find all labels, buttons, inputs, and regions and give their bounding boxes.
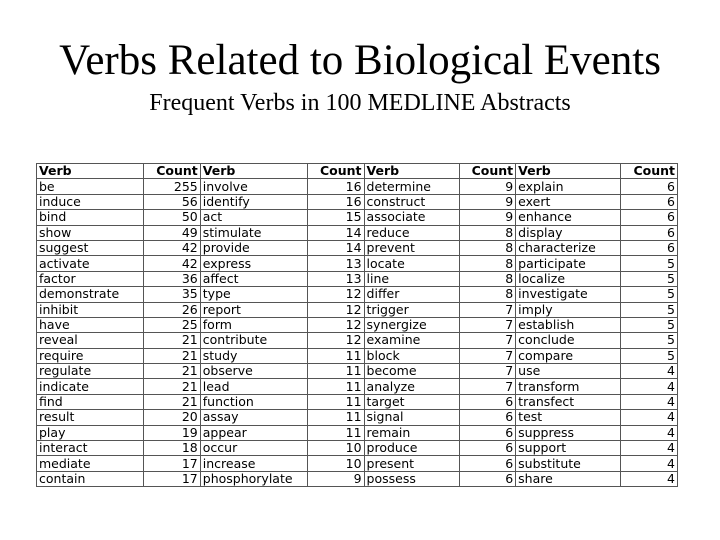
verb-cell: analyze [364, 379, 459, 394]
count-cell: 11 [307, 364, 364, 379]
verb-cell: provide [200, 240, 307, 255]
verb-cell: have [37, 317, 144, 332]
count-cell: 8 [459, 271, 516, 286]
count-cell: 255 [144, 179, 201, 194]
verb-cell: signal [364, 410, 459, 425]
verb-cell: suppress [516, 425, 621, 440]
count-cell: 35 [144, 287, 201, 302]
slide-subtitle: Frequent Verbs in 100 MEDLINE Abstracts [149, 90, 571, 116]
verb-cell: differ [364, 287, 459, 302]
verb-cell: share [516, 471, 621, 486]
table-header-row [37, 164, 678, 179]
count-cell: 17 [144, 471, 201, 486]
verb-cell: target [364, 394, 459, 409]
verb-cell: lead [200, 379, 307, 394]
count-cell: 4 [621, 456, 678, 471]
table-row [37, 425, 678, 440]
verb-cell: associate [364, 210, 459, 225]
count-cell: 36 [144, 271, 201, 286]
header-verb: Verb [200, 164, 307, 179]
table-row [37, 194, 678, 209]
count-cell: 11 [307, 425, 364, 440]
verb-cell: conclude [516, 333, 621, 348]
count-cell: 8 [459, 225, 516, 240]
count-cell: 26 [144, 302, 201, 317]
count-cell: 7 [459, 333, 516, 348]
verb-cell: show [37, 225, 144, 240]
table-row [37, 394, 678, 409]
header-verb: Verb [37, 164, 144, 179]
verb-cell: involve [200, 179, 307, 194]
verb-cell: explain [516, 179, 621, 194]
verb-cell: require [37, 348, 144, 363]
count-cell: 4 [621, 441, 678, 456]
table-row [37, 302, 678, 317]
count-cell: 5 [621, 302, 678, 317]
verb-cell: bind [37, 210, 144, 225]
table-body [37, 179, 678, 487]
header-verb: Verb [364, 164, 459, 179]
count-cell: 12 [307, 317, 364, 332]
table-row [37, 225, 678, 240]
count-cell: 4 [621, 425, 678, 440]
count-cell: 13 [307, 256, 364, 271]
count-cell: 6 [459, 456, 516, 471]
slide-title: Verbs Related to Biological Events [59, 37, 661, 84]
verb-cell: act [200, 210, 307, 225]
count-cell: 5 [621, 287, 678, 302]
verb-cell: imply [516, 302, 621, 317]
verb-cell: construct [364, 194, 459, 209]
header-verb: Verb [516, 164, 621, 179]
table-row [37, 364, 678, 379]
verb-cell: establish [516, 317, 621, 332]
verb-cell: exert [516, 194, 621, 209]
verb-cell: affect [200, 271, 307, 286]
verb-cell: remain [364, 425, 459, 440]
verb-cell: induce [37, 194, 144, 209]
verb-cell: appear [200, 425, 307, 440]
table-row [37, 456, 678, 471]
verb-cell: block [364, 348, 459, 363]
verb-cell: occur [200, 441, 307, 456]
count-cell: 11 [307, 348, 364, 363]
count-cell: 4 [621, 471, 678, 486]
count-cell: 21 [144, 333, 201, 348]
count-cell: 11 [307, 394, 364, 409]
verb-cell: support [516, 441, 621, 456]
verb-cell: possess [364, 471, 459, 486]
count-cell: 9 [459, 179, 516, 194]
count-cell: 6 [459, 394, 516, 409]
count-cell: 7 [459, 317, 516, 332]
verb-cell: interact [37, 441, 144, 456]
verb-cell: contribute [200, 333, 307, 348]
count-cell: 13 [307, 271, 364, 286]
count-cell: 6 [621, 225, 678, 240]
verb-cell: report [200, 302, 307, 317]
count-cell: 14 [307, 225, 364, 240]
verb-cell: compare [516, 348, 621, 363]
count-cell: 8 [459, 287, 516, 302]
count-cell: 21 [144, 394, 201, 409]
count-cell: 5 [621, 333, 678, 348]
verb-cell: produce [364, 441, 459, 456]
verb-cell: inhibit [37, 302, 144, 317]
verb-cell: stimulate [200, 225, 307, 240]
verb-cell: function [200, 394, 307, 409]
table-row [37, 271, 678, 286]
verb-cell: mediate [37, 456, 144, 471]
count-cell: 17 [144, 456, 201, 471]
count-cell: 7 [459, 302, 516, 317]
table-row [37, 379, 678, 394]
table-row [37, 317, 678, 332]
count-cell: 25 [144, 317, 201, 332]
verb-cell: display [516, 225, 621, 240]
verb-cell: prevent [364, 240, 459, 255]
count-cell: 7 [459, 379, 516, 394]
count-cell: 7 [459, 348, 516, 363]
count-cell: 16 [307, 194, 364, 209]
header-count: Count [307, 164, 364, 179]
verb-cell: determine [364, 179, 459, 194]
table-row [37, 240, 678, 255]
count-cell: 5 [621, 256, 678, 271]
table-row [37, 179, 678, 194]
verb-cell: regulate [37, 364, 144, 379]
count-cell: 20 [144, 410, 201, 425]
verb-cell: localize [516, 271, 621, 286]
verb-cell: identify [200, 194, 307, 209]
verb-cell: activate [37, 256, 144, 271]
table-row [37, 471, 678, 486]
count-cell: 5 [621, 271, 678, 286]
count-cell: 42 [144, 256, 201, 271]
count-cell: 11 [307, 379, 364, 394]
count-cell: 19 [144, 425, 201, 440]
verb-cell: find [37, 394, 144, 409]
count-cell: 14 [307, 240, 364, 255]
verb-cell: study [200, 348, 307, 363]
count-cell: 6 [621, 210, 678, 225]
verb-cell: investigate [516, 287, 621, 302]
count-cell: 6 [459, 410, 516, 425]
count-cell: 6 [459, 471, 516, 486]
count-cell: 9 [459, 210, 516, 225]
verb-cell: form [200, 317, 307, 332]
verb-cell: line [364, 271, 459, 286]
verb-cell: contain [37, 471, 144, 486]
count-cell: 21 [144, 348, 201, 363]
verb-cell: indicate [37, 379, 144, 394]
verb-cell: locate [364, 256, 459, 271]
table-row [37, 333, 678, 348]
verb-cell: trigger [364, 302, 459, 317]
count-cell: 10 [307, 456, 364, 471]
count-cell: 6 [459, 441, 516, 456]
verb-cell: phosphorylate [200, 471, 307, 486]
verb-cell: test [516, 410, 621, 425]
header-count: Count [621, 164, 678, 179]
verb-cell: factor [37, 271, 144, 286]
count-cell: 4 [621, 364, 678, 379]
count-cell: 4 [621, 379, 678, 394]
table-row [37, 441, 678, 456]
count-cell: 7 [459, 364, 516, 379]
verb-cell: examine [364, 333, 459, 348]
count-cell: 11 [307, 410, 364, 425]
count-cell: 18 [144, 441, 201, 456]
verb-cell: reveal [37, 333, 144, 348]
count-cell: 6 [621, 179, 678, 194]
count-cell: 49 [144, 225, 201, 240]
header-count: Count [144, 164, 201, 179]
count-cell: 50 [144, 210, 201, 225]
verb-cell: synergize [364, 317, 459, 332]
count-cell: 6 [621, 240, 678, 255]
table-row [37, 287, 678, 302]
verb-cell: substitute [516, 456, 621, 471]
count-cell: 8 [459, 240, 516, 255]
verb-cell: present [364, 456, 459, 471]
table-row [37, 210, 678, 225]
verb-cell: enhance [516, 210, 621, 225]
verb-cell: express [200, 256, 307, 271]
verb-cell: transform [516, 379, 621, 394]
verb-cell: demonstrate [37, 287, 144, 302]
verb-cell: suggest [37, 240, 144, 255]
count-cell: 6 [459, 425, 516, 440]
verb-cell: use [516, 364, 621, 379]
verb-cell: become [364, 364, 459, 379]
verb-cell: transfect [516, 394, 621, 409]
verb-cell: assay [200, 410, 307, 425]
verb-cell: increase [200, 456, 307, 471]
count-cell: 5 [621, 317, 678, 332]
table-row [37, 348, 678, 363]
verb-cell: type [200, 287, 307, 302]
count-cell: 5 [621, 348, 678, 363]
count-cell: 4 [621, 394, 678, 409]
count-cell: 12 [307, 287, 364, 302]
count-cell: 15 [307, 210, 364, 225]
count-cell: 12 [307, 302, 364, 317]
verb-cell: play [37, 425, 144, 440]
verb-cell: result [37, 410, 144, 425]
count-cell: 9 [307, 471, 364, 486]
verb-cell: characterize [516, 240, 621, 255]
verb-cell: participate [516, 256, 621, 271]
count-cell: 10 [307, 441, 364, 456]
table-row [37, 256, 678, 271]
verb-cell: observe [200, 364, 307, 379]
count-cell: 16 [307, 179, 364, 194]
count-cell: 42 [144, 240, 201, 255]
count-cell: 9 [459, 194, 516, 209]
count-cell: 21 [144, 364, 201, 379]
verb-cell: reduce [364, 225, 459, 240]
count-cell: 56 [144, 194, 201, 209]
verb-count-table [36, 163, 678, 487]
count-cell: 8 [459, 256, 516, 271]
count-cell: 21 [144, 379, 201, 394]
verb-cell: be [37, 179, 144, 194]
count-cell: 4 [621, 410, 678, 425]
header-count: Count [459, 164, 516, 179]
count-cell: 12 [307, 333, 364, 348]
count-cell: 6 [621, 194, 678, 209]
table-row [37, 410, 678, 425]
